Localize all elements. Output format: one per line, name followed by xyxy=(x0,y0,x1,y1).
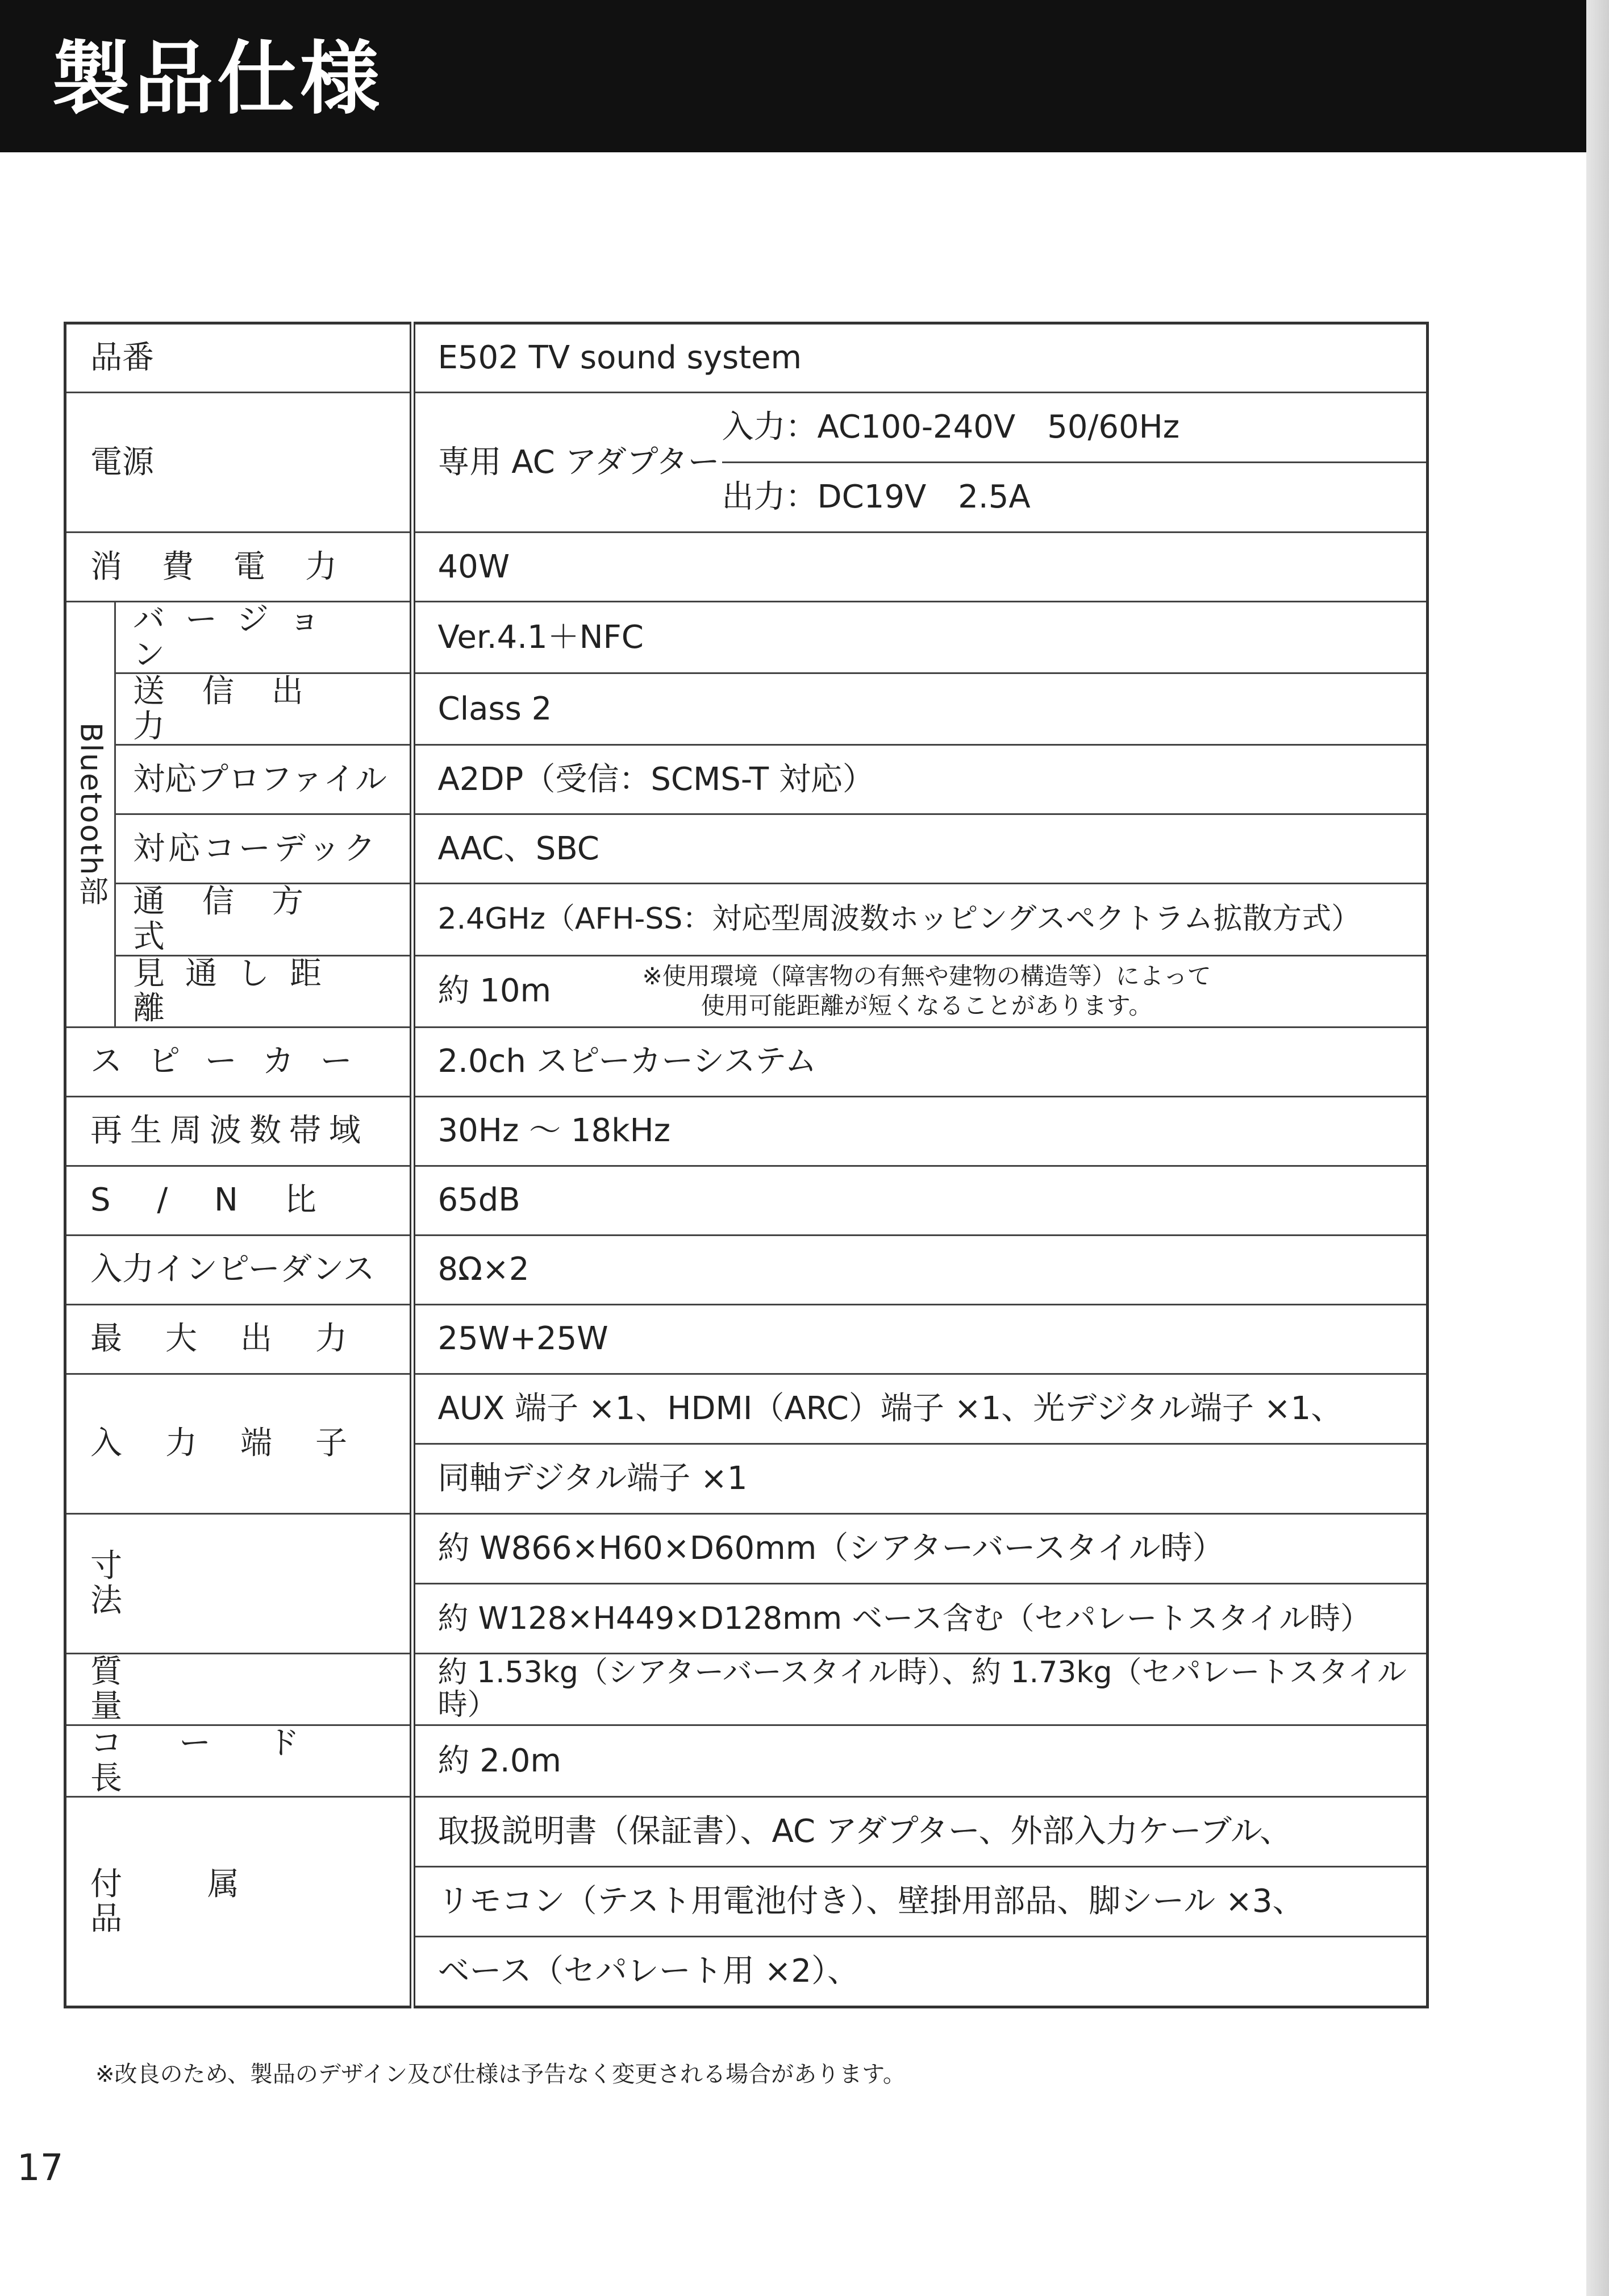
spec-row-max-output xyxy=(65,1304,1428,1374)
spec-value: Class 2 xyxy=(412,673,1428,745)
spec-row-model xyxy=(65,323,1428,393)
spec-label-cell xyxy=(65,1027,412,1096)
range-note-line1: ※使用環境（障害物の有無や建物の構造等）によって xyxy=(642,962,1211,990)
spec-label-cell xyxy=(115,673,412,745)
spec-label: S / N 比 xyxy=(90,1182,335,1219)
spec-value: E502 TV sound system xyxy=(412,323,1428,393)
spec-row-speaker xyxy=(65,1027,1428,1096)
spec-row-snr xyxy=(65,1166,1428,1235)
inputs-line1: AUX 端子 ×1、HDMI（ARC）端子 ×1、光デジタル端子 ×1、 xyxy=(437,1390,1343,1427)
inputs-lines xyxy=(415,1375,1427,1513)
bluetooth-group-label: Bluetooth部 xyxy=(73,722,108,907)
spec-label: 消費電力 xyxy=(90,548,377,585)
spec-label: バージョン xyxy=(133,601,341,673)
accessories-line2: リモコン（テスト用電池付き）、壁掛用部品、脚シール ×3、 xyxy=(415,1866,1427,1936)
dimensions-cell xyxy=(412,1513,1428,1653)
dimensions-lines xyxy=(415,1515,1427,1653)
spec-value-cell xyxy=(412,955,1428,1027)
spec-label: 通信方式 xyxy=(133,883,341,955)
spec-label-cell xyxy=(115,884,412,955)
spec-label-cell xyxy=(115,602,412,673)
spec-label: 入力インピーダンス xyxy=(90,1251,375,1288)
range-note xyxy=(643,962,1211,1021)
power-input: 入力：AC100-240V 50/60Hz xyxy=(722,393,1427,463)
spec-row-bt-power xyxy=(65,673,1428,745)
header-bar xyxy=(0,0,1586,152)
spec-value: 8Ω×2 xyxy=(412,1235,1428,1304)
spec-value: 25W+25W xyxy=(412,1304,1428,1374)
spec-label-cell xyxy=(115,745,412,814)
power-specs xyxy=(722,393,1427,531)
spec-row-bt-codec xyxy=(65,814,1428,884)
spec-label-text: 品番 xyxy=(90,339,154,377)
spec-value: 2.4GHz（AFH-SS：対応型周波数ホッピングスペクトラム拡散方式） xyxy=(412,884,1428,955)
spec-value: A2DP（受信：SCMS-T 対応） xyxy=(412,745,1428,814)
spec-label: 最大出力 xyxy=(90,1320,390,1358)
range-wrap xyxy=(438,962,1427,1021)
range-note-line2: 使用可能距離が短くなることがあります。 xyxy=(701,992,1153,1020)
power-wrap xyxy=(415,393,1427,531)
spec-label: 寸法 xyxy=(90,1547,327,1620)
spec-row-inputs xyxy=(65,1374,1428,1513)
spec-label xyxy=(90,340,393,376)
spec-row-cord xyxy=(65,1725,1428,1796)
spec-row-weight xyxy=(65,1653,1428,1725)
spec-row-bt-method xyxy=(65,884,1428,955)
spec-row-frequency xyxy=(65,1096,1428,1166)
spec-label: 見通し距離 xyxy=(133,955,342,1028)
spec-label-cell xyxy=(65,323,412,393)
spec-label: 対応プロファイル xyxy=(133,761,387,798)
spec-table xyxy=(64,322,1429,2008)
page-edge xyxy=(1586,0,1609,2296)
spec-label: 入力端子 xyxy=(90,1425,390,1462)
spec-label-cell xyxy=(65,393,412,533)
dimensions-line1: 約 W866×H60×D60mm（シアターバースタイル時） xyxy=(437,1529,1224,1567)
spec-row-bt-profile xyxy=(65,745,1428,814)
accessories-cell xyxy=(412,1797,1428,2007)
spec-label-cell xyxy=(65,1374,412,1513)
footnote: ※改良のため、製品のデザイン及び仕様は予告なく変更される場合があります。 xyxy=(95,2061,906,2087)
spec-label: スピーカー xyxy=(90,1043,378,1080)
spec-value: 約 1.53kg（シアターバースタイル時）、約 1.73kg（セパレートスタイル時） xyxy=(412,1653,1428,1725)
power-cell xyxy=(412,393,1428,533)
spec-value: Ver.4.1＋NFC xyxy=(412,602,1428,673)
spec-label: 送信出力 xyxy=(133,673,341,745)
spec-row-impedance xyxy=(65,1235,1428,1304)
spec-value: 2.0ch スピーカーシステム xyxy=(412,1027,1428,1096)
accessories-line3: ベース（セパレート用 ×2）、 xyxy=(415,1936,1427,2006)
spec-label-cell xyxy=(65,1166,412,1235)
dimensions-line2: 約 W128×H449×D128mm ベース含む（セパレートスタイル時） xyxy=(415,1583,1427,1653)
spec-label-cell xyxy=(65,1653,412,1725)
power-output: 出力：DC19V 2.5A xyxy=(722,479,1031,516)
spec-label-cell xyxy=(65,1096,412,1166)
range-value: 約 10m xyxy=(437,972,552,1010)
spec-label-cell xyxy=(65,1304,412,1374)
spec-value: 約 2.0m xyxy=(412,1725,1428,1796)
spec-value: AAC、SBC xyxy=(412,814,1428,884)
spec-label-cell xyxy=(65,1513,412,1653)
page-title: 製品仕様 xyxy=(51,33,384,126)
inputs-cell xyxy=(412,1374,1428,1513)
spec-label-cell xyxy=(65,533,412,602)
spec-label: 再生周波数帯域 xyxy=(90,1112,369,1150)
spec-label-cell xyxy=(115,955,412,1027)
accessories-lines xyxy=(415,1798,1427,2006)
spec-label-cell xyxy=(65,1235,412,1304)
spec-row-dimensions xyxy=(65,1513,1428,1653)
page-number: 17 xyxy=(17,2147,64,2189)
spec-value: 40W xyxy=(412,533,1428,602)
spec-label-cell xyxy=(65,1797,412,2007)
spec-label: 付属品 xyxy=(90,1865,324,1938)
spec-row-power xyxy=(65,393,1428,533)
spec-label: 質量 xyxy=(90,1653,327,1725)
spec-label-cell xyxy=(65,1725,412,1796)
spec-label: コード長 xyxy=(90,1724,356,1797)
spec-label: 対応コーデック xyxy=(133,830,379,868)
spec-label xyxy=(90,445,393,480)
accessories-line1: 取扱説明書（保証書）、AC アダプター、外部入力ケーブル、 xyxy=(437,1813,1292,1850)
spec-value: 65dB xyxy=(412,1166,1428,1235)
spec-row-accessories xyxy=(65,1797,1428,2007)
spec-row-bt-range xyxy=(65,955,1428,1027)
spec-label-text: 電源 xyxy=(90,443,154,481)
spec-row-bt-version xyxy=(65,602,1428,673)
bluetooth-group-cell xyxy=(65,602,115,1028)
power-adapter: 専用 AC アダプター xyxy=(437,443,720,481)
spec-label-cell xyxy=(115,814,412,884)
spec-row-consumption xyxy=(65,533,1428,602)
inputs-line2: 同軸デジタル端子 ×1 xyxy=(415,1443,1427,1513)
spec-value: 30Hz ～ 18kHz xyxy=(412,1096,1428,1166)
